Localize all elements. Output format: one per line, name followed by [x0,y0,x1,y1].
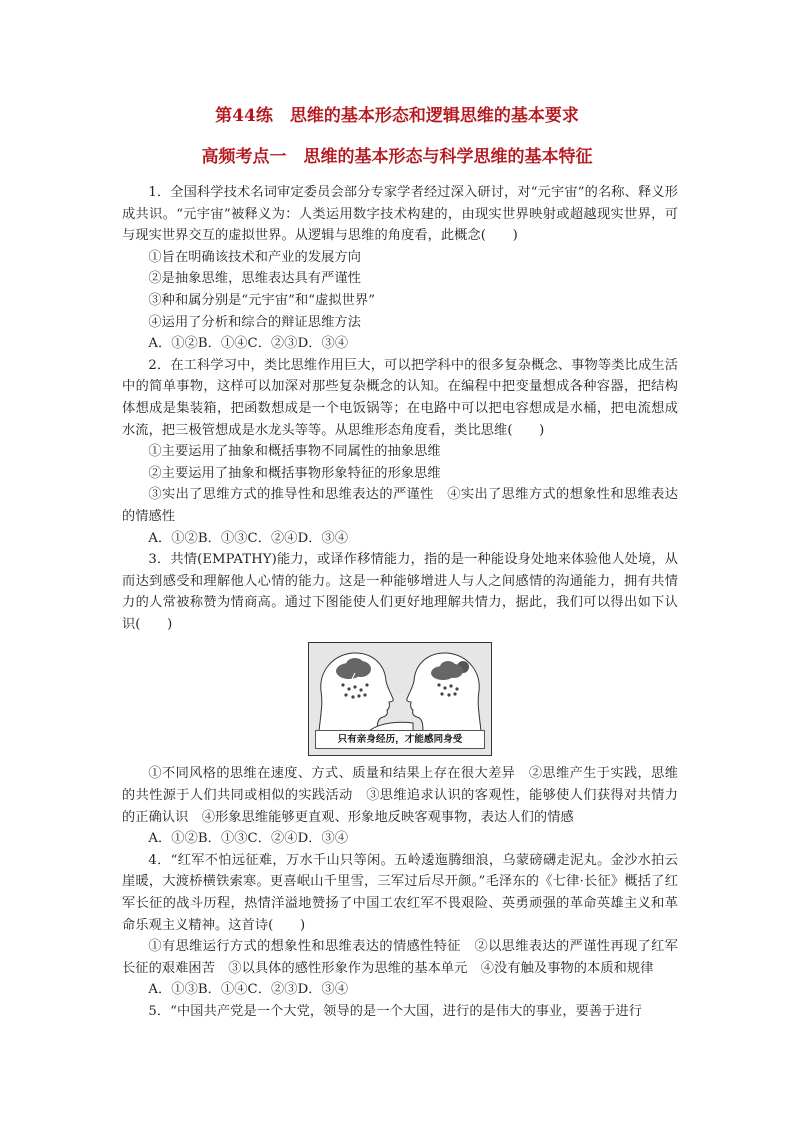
figure-caption: 只有亲身经历，才能感同身受 [315,730,485,749]
question-4-stem: 4．“红军不怕远征难，万水千山只等闲。五岭逶迤腾细浪，乌蒙磅礴走泥丸。金沙水拍云崖暖，大渡桥横铁索寒。更喜岷山千里雪，三军过后尽开颜。”毛泽东的《七律·长征》概括了红军长征的战斗历程，热情洋溢地赞扬了中国工农红军不畏艰险、英勇顽强的革命英雄主义和革命乐观主义精神。这首诗( ) [122,852,678,933]
question-3-stem: 3．共情(EMPATHY)能力，或译作移情能力，指的是一种能设身处地来体验他人处境，从而达到感受和理解他人心情的能力。这是一种能够增进人与人之间感情的沟通能力，拥有共情力的人常被称赞为情商高。通过下图能使人们更好地理解共情力，据此，我们可以得出如下认识( ) [122,552,678,632]
empathy-illustration [308,642,492,756]
question-list [122,182,678,1023]
question-5-stem: 5．“中国共产党是一个大党，领导的是一个大国，进行的是伟大的事业，要善于进行 [148,1004,643,1019]
section-subtitle: 高频考点一 思维的基本形态与科学思维的基本特征 [201,147,593,167]
question-4-choices: A．①③B．①④C．②③D．③④ [148,982,349,998]
question-2-option-1: ①主要运用了抽象和概括事物不同属性的抽象思维 [148,444,441,460]
question-1-option-4: ④运用了分析和综合的辩证思维方法 [148,314,361,330]
page-title: 第44练 思维的基本形态和逻辑思维的基本要求 [215,106,579,126]
question-2-stem: 2．在工科学习中，类比思维作用巨大，可以把学科中的很多复杂概念、事物等类比成生活中的简单事物，这样可以加深对那些复杂概念的认知。在编程中把变量想成各种容器，把结构体想成是集装箱，把函数想成是一个电饭锅等；在电路中可以把电容想成是水桶，把电流想成水流，把三极管想成是水龙头等等。从思维形态角度看，类比思维( ) [122,357,678,438]
question-3-choices: A．①②B．①③C．②④D．③④ [148,831,349,847]
question-1-option-2: ②是抽象思维，思维表达具有严谨性 [148,271,361,287]
question-4-options: ①有思维运行方式的想象性和思维表达的情感性特征 ②以思维表达的严谨性再现了红军长征的艰难困苦 ③以具体的感性形象作为思维的基本单元 ④没有触及事物的本质和规律 [122,939,678,976]
question-1-stem: 1．全国科学技术名词审定委员会部分专家学者经过深入研讨，对“元宇宙”的名称、释义形成共识。“元宇宙”被释义为：人类运用数字技术构建的，由现实世界映射或超越现实世界，可与现实世界交互的虚拟世界。从逻辑与思维的角度看，此概念( ) [122,185,678,244]
question-2-option-3-4: ③实出了思维方式的推导性和思维表达的严谨性 ④实出了思维方式的想象性和思维表达的情感性 [122,487,678,524]
question-3-options: ①不同风格的思维在速度、方式、质量和结果上存在很大差异 ②思维产生于实践，思维的共性源于人们共同或相似的实践活动 ③思维追求认识的客观性，能够使人们获得对共情力的正确认识 ④形象思维能够更直观、形象地反映客观事物，表达人们的情感 [122,766,678,825]
question-1-choices: A．①②B．①④C．②③D．③④ [148,336,349,352]
question-2-choices: A．①②B．①③C．②④D．③④ [148,530,349,546]
question-1-option-1: ①旨在明确该技术和产业的发展方向 [148,249,361,265]
question-1-option-3: ③种和属分别是“元宇宙”和“虚拟世界” [148,292,376,308]
question-2-option-2: ②主要运用了抽象和概括事物形象特征的形象思维 [148,465,441,481]
